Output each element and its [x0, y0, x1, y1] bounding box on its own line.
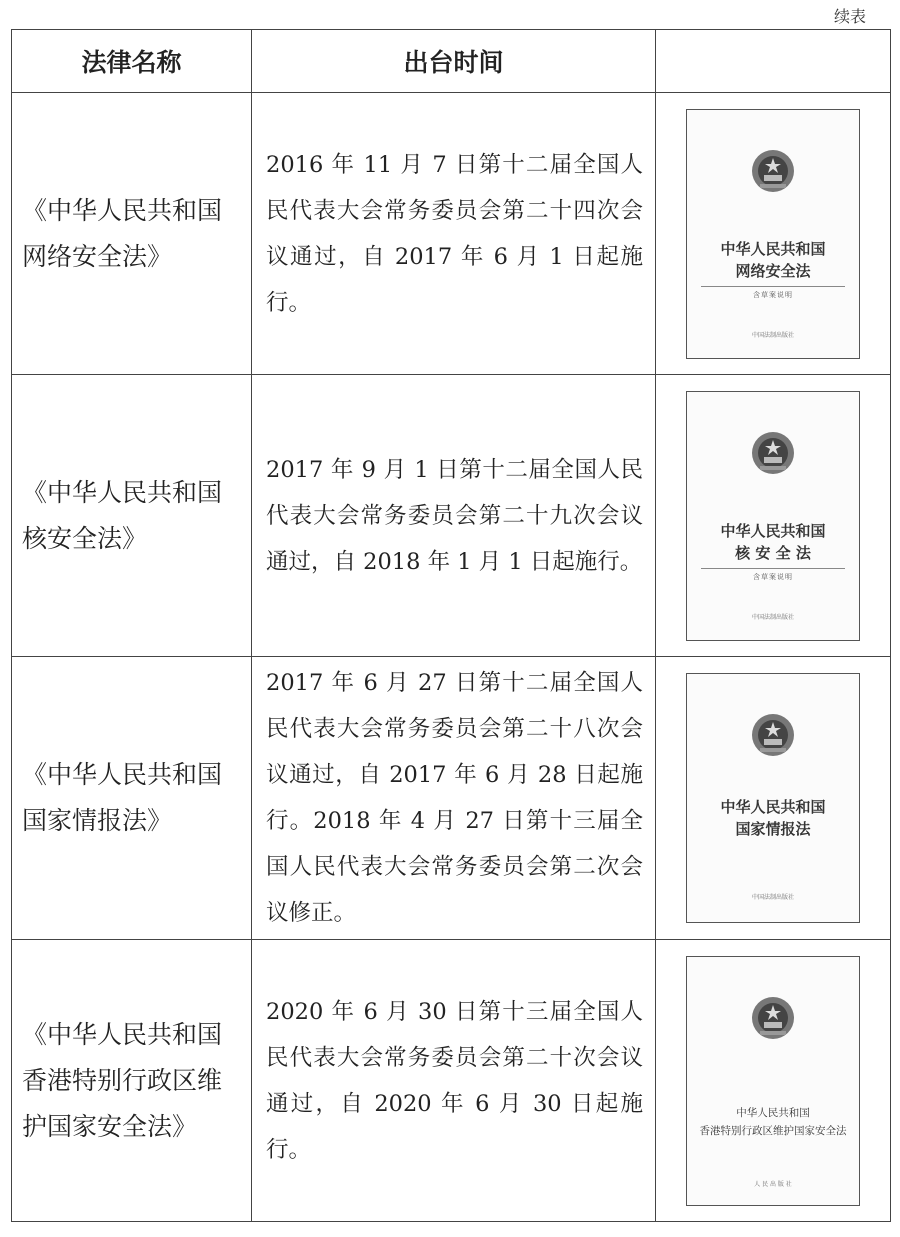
cover-subtitle: 含草案说明 [753, 572, 793, 581]
cover-publisher: 中国法制出版社 [751, 331, 794, 339]
table-header-row [12, 30, 891, 93]
national-emblem-icon [750, 995, 796, 1041]
table-row [12, 375, 891, 657]
book-cover-image [686, 673, 860, 923]
cover-publisher: 人 民 出 版 社 [754, 1180, 792, 1188]
cover-title-line1: 中华人民共和国 [720, 798, 826, 816]
cover-publisher: 中国法制出版社 [751, 613, 794, 621]
header-release-time: 出台时间 [252, 30, 656, 93]
law-time-cell: 2017 年 6 月 27 日第十二届全国人民代表大会常务委员会第二十八次会议通过，自 2017 年 6 月 28 日起施行。2018 年 4 月 27 日第十三届全国人民代表大会常务委员会第二次会议修正。 [252, 657, 656, 940]
law-name-cell: 《中华人民共和国香港特别行政区维护国家安全法》 [12, 940, 252, 1222]
national-emblem-icon [750, 148, 796, 194]
law-time-cell: 2016 年 11 月 7 日第十二届全国人民代表大会常务委员会第二十四次会议通过，自 2017 年 6 月 1 日起施行。 [252, 93, 656, 375]
cover-title-line2: 核 安 全 法 [735, 543, 811, 562]
law-name-cell: 《中华人民共和国国家情报法》 [12, 657, 252, 940]
book-cover-image [686, 956, 860, 1206]
cover-subtitle: 含草案说明 [753, 290, 793, 299]
cover-title-line2: 香港特别行政区维护国家安全法 [699, 1124, 847, 1137]
law-time-cell: 2020 年 6 月 30 日第十三届全国人民代表大会常务委员会第二十次会议通过，自 2020 年 6 月 30 日起施行。 [252, 940, 656, 1222]
cover-title-line1: 中华人民共和国 [720, 239, 826, 258]
cover-publisher: 中国法制出版社 [751, 894, 794, 901]
cover-cell [656, 375, 891, 657]
law-name-cell: 《中华人民共和国核安全法》 [12, 375, 252, 657]
table-row [12, 940, 891, 1222]
header-cover-image [656, 30, 891, 93]
cover-cell [656, 940, 891, 1222]
law-name-cell: 《中华人民共和国网络安全法》 [12, 93, 252, 375]
continued-label: 续表 [833, 7, 866, 26]
book-cover-image [686, 109, 860, 359]
cover-title-line1: 中华人民共和国 [720, 521, 826, 540]
cover-title-line2: 国家情报法 [735, 820, 811, 838]
cover-title-line1: 中华人民共和国 [736, 1106, 810, 1119]
book-cover-image [686, 391, 860, 641]
law-table [11, 29, 891, 1222]
header-law-name: 法律名称 [12, 30, 252, 93]
cover-cell [656, 93, 891, 375]
table-row [12, 657, 891, 940]
national-emblem-icon [750, 712, 796, 758]
table-row [12, 93, 891, 375]
law-time-cell: 2017 年 9 月 1 日第十二届全国人民代表大会常务委员会第二十九次会议通过，自 2018 年 1 月 1 日起施行。 [252, 375, 656, 657]
cover-title-line2: 网络安全法 [735, 261, 811, 280]
national-emblem-icon [750, 430, 796, 476]
cover-divider [701, 568, 845, 569]
cover-cell [656, 657, 891, 940]
cover-divider [701, 286, 845, 287]
